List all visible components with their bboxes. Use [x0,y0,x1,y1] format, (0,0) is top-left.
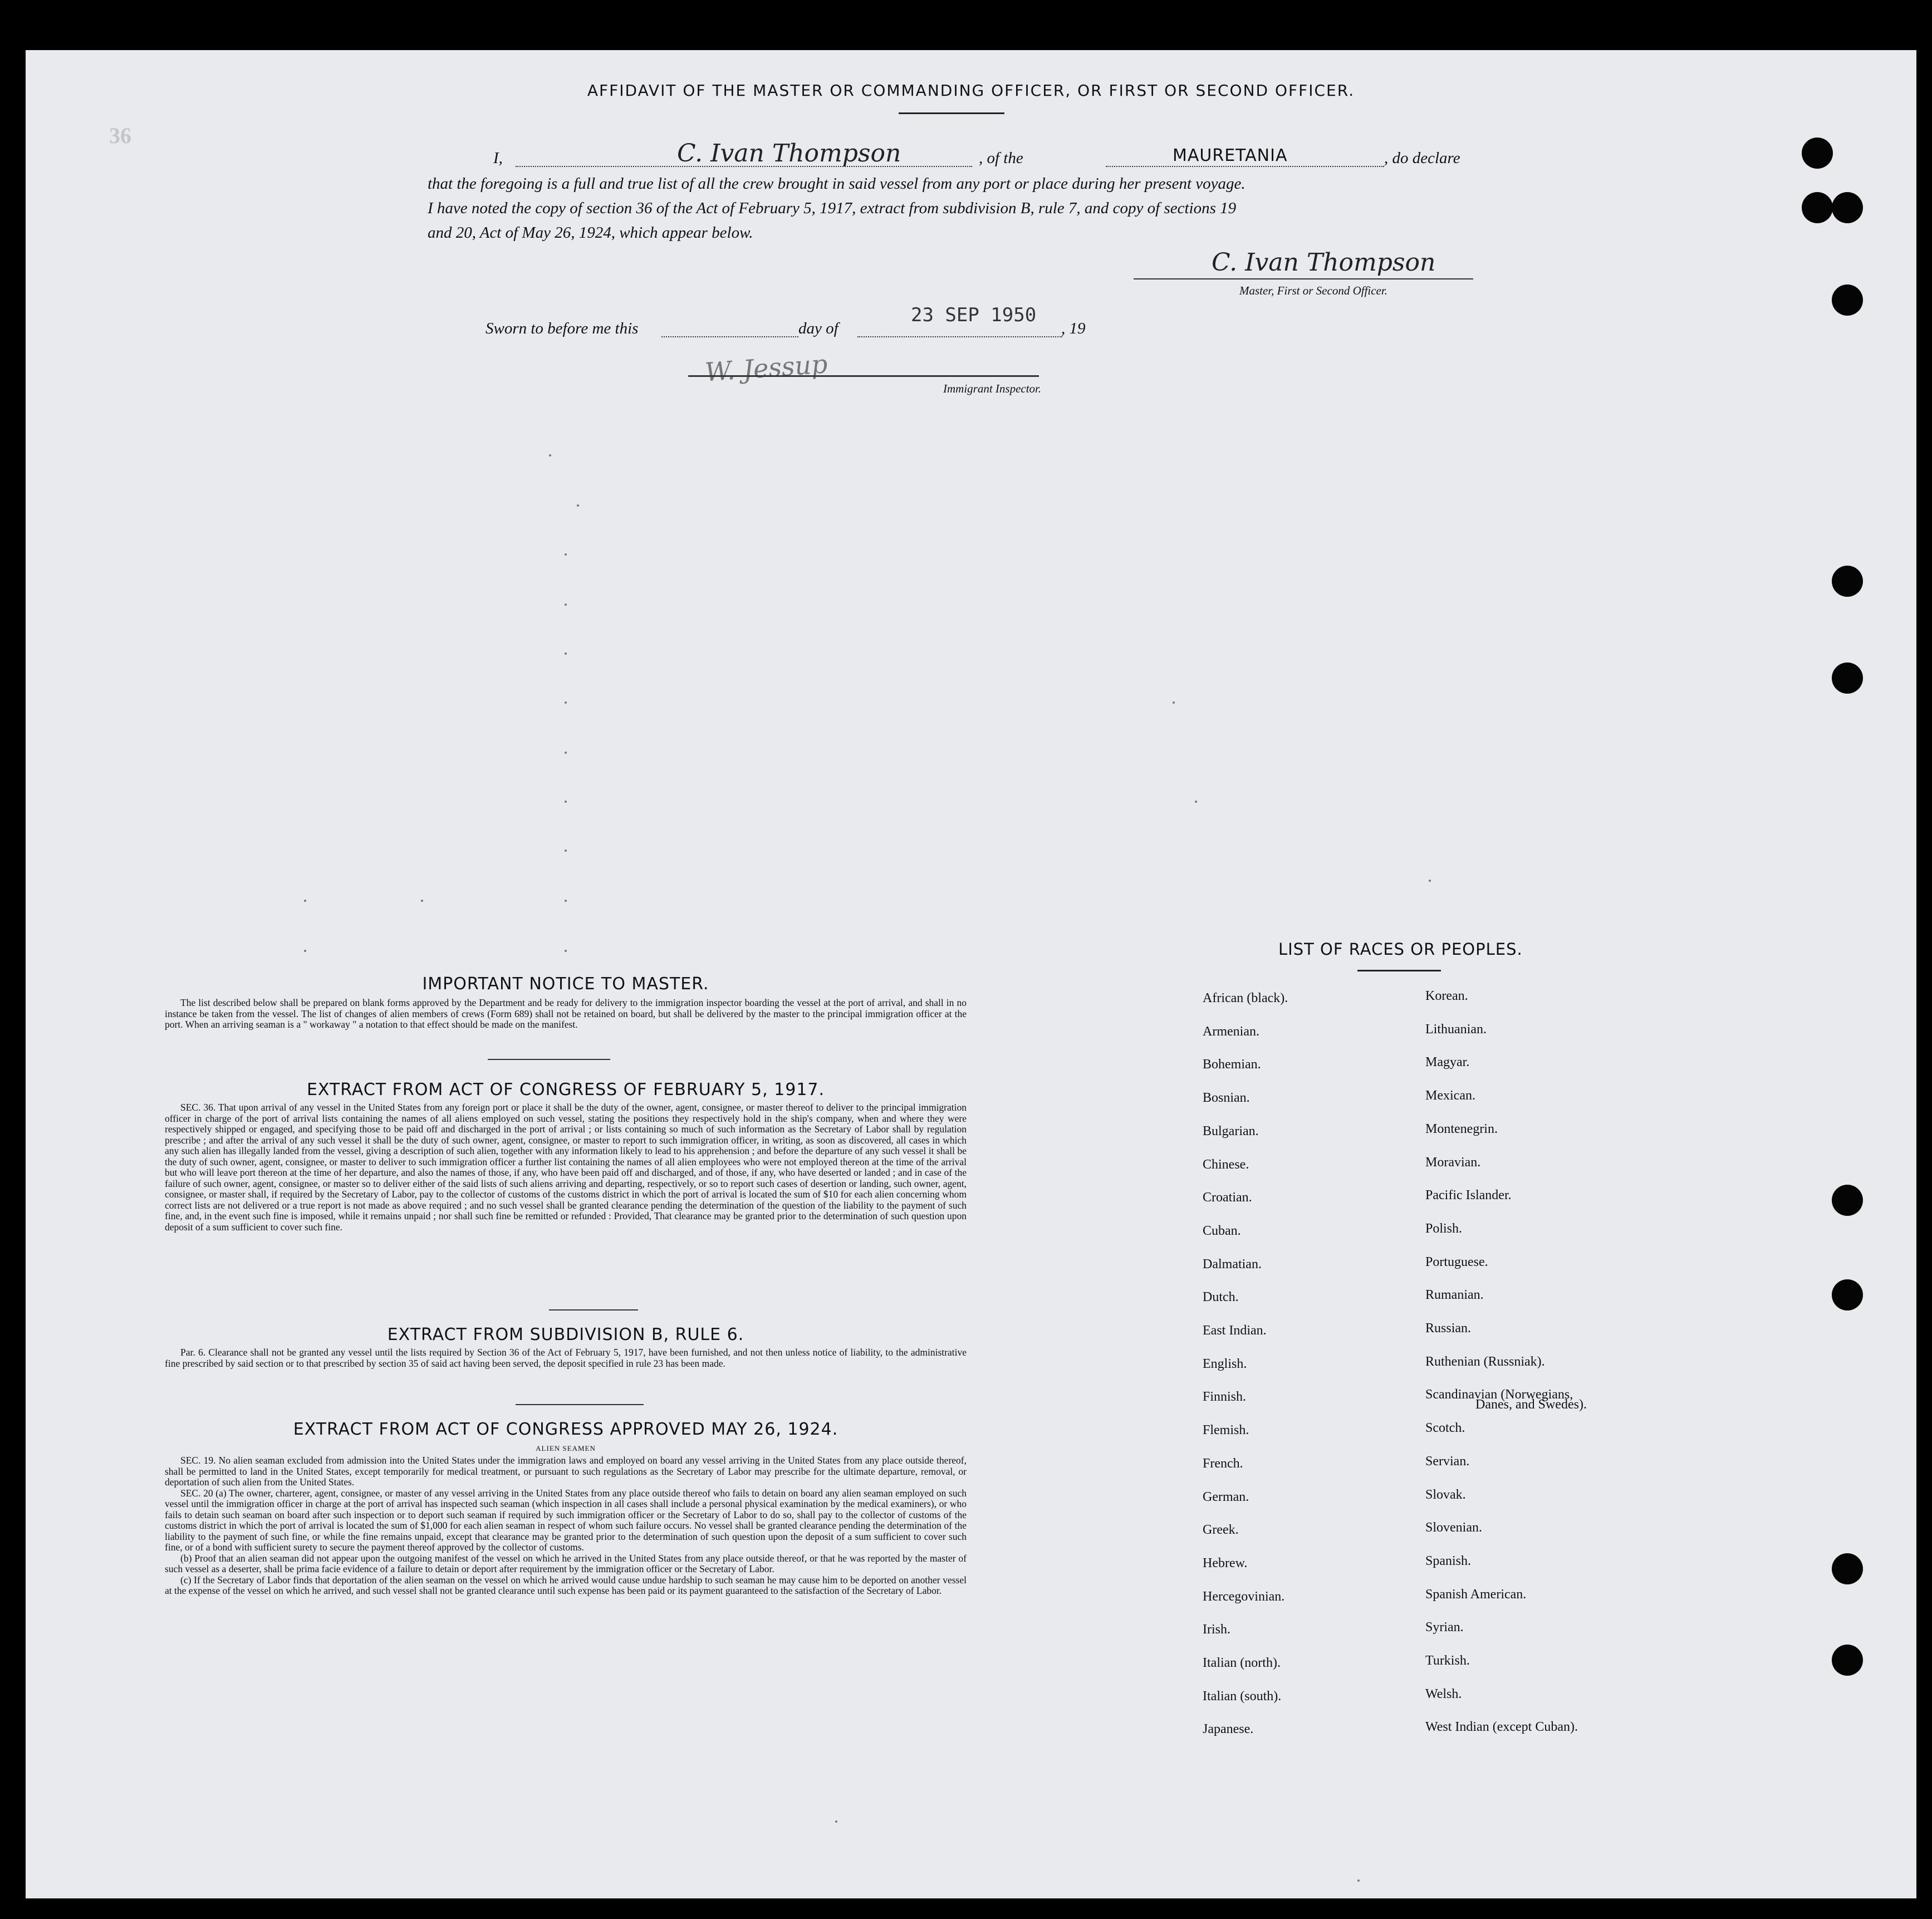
race-item: Japanese. [1203,1722,1254,1737]
race-item: Slovenian. [1425,1520,1482,1535]
faint-dot [549,454,551,457]
master-signature: C. Ivan Thompson [1212,248,1436,277]
faint-page-mark: 36 [109,123,131,148]
race-item: East Indian. [1203,1323,1267,1338]
race-scandinavian-continued: Danes, and Swedes). [1475,1397,1587,1412]
notice-title: IMPORTANT NOTICE TO MASTER. [422,974,709,994]
faint-dot [1195,801,1197,803]
race-item: Croatian. [1203,1190,1252,1205]
officer-signature: C. Ivan Thompson [677,139,901,168]
section-20c-paragraph: (c) If the Secretary of Labor finds that deportation of the alien seaman on the vessel on which he arrived would cause undue hardship to such seaman he may cause him to be deported on another vessel at the expense of the vessel on which he arrived, and such vessel shall not be granted clearance until such expense has been paid or its payment guaranteed to the satisfaction of the Secretary of Labor. [165,1574,967,1596]
faint-dot [304,950,306,952]
sworn-label: Sworn to before me this [486,320,639,337]
race-item: Bohemian. [1203,1057,1261,1072]
race-item: Pacific Islander. [1425,1188,1512,1203]
race-item: Mexican. [1425,1088,1475,1103]
extract-1917-text [165,1102,967,1233]
punch-hole [1832,1553,1863,1584]
faint-dot [1173,701,1175,704]
of-the-label: , of the [979,149,1023,167]
sworn-month-line [857,336,1062,337]
race-item: Montenegrin. [1425,1121,1498,1136]
race-item: Lithuanian. [1425,1022,1487,1037]
race-item: Scotch. [1425,1421,1465,1436]
section-36-paragraph: SEC. 36. That upon arrival of any vessel in the United States from any foreign port or place it shall be the duty of the owner, agent, consignee, or master thereof to deliver to the principal immigration officer in charge of the port of arrival lists containing the names of all aliens employed on such vessel, stating the positions they respectively hold in the ship's company, when and where they were respectively shipped or engaged, and specifying those to be paid off and discharged in the port of arrival ; or lists containing so much of such information as the Secretary of Labor shall by regulation prescribe ; and after the arrival of any such vessel it shall be the duty of such owner, agent, consignee, or master to report to such immigration officer, in writing, as soon as discovered, all cases in which any such alien has illegally landed from the vessel, giving a description of such alien, together with any information likely to lead to his apprehension ; and before the departure of any such vessel it shall be the duty of such owner, agent, consignee, or master to deliver to such immigration officer a further list containing the names of all alien employees who were not employed thereon at the time of the arrival but who will leave port thereon at the time of her departure, and also the names of those, if any, who have been paid off and discharged, and of those, if any, who have deserted or landed ; and in case of the failure of such owner, agent, consignee, or master so to deliver either of the said lists of such aliens arriving and departing, respectively, or so to report such cases of desertion or landing, such owner, agent, consignee, or master shall, if required by the Secretary of Labor, pay to the collector of customs of the customs district in which the port of arrival is located the sum of $10 for each alien concerning whom correct lists are not delivered or a true report is not made as above required ; and no such vessel shall be granted clearance pending the determination of the question of the liability to the payment of such fine, and, in the event such fine is imposed, while it remains unpaid ; nor shall such fine be remitted or refunded : Provided, That clearance may be granted prior to the determination of such question upon deposit of a sum sufficient to cover such fine. [165,1102,967,1233]
race-item: Portuguese. [1425,1254,1488,1269]
race-item: Italian (south). [1203,1689,1282,1704]
faint-dot [565,752,567,754]
section-divider [549,1309,638,1311]
inspector-line [688,375,1039,377]
race-item: French. [1203,1456,1243,1471]
punch-hole [1832,662,1863,694]
race-item: African (black). [1203,991,1288,1005]
i-label: I, [493,149,503,167]
day-of-label: day of [798,320,838,337]
race-item: Armenian. [1203,1024,1259,1039]
vessel-name: MAURETANIA [1173,146,1288,165]
race-item: Slovak. [1425,1487,1466,1502]
extract-1924-title: EXTRACT FROM ACT OF CONGRESS APPROVED MAY 26, 1924. [293,1420,838,1439]
faint-dot [1429,880,1431,882]
punch-hole [1832,284,1863,316]
race-item: Servian. [1425,1454,1470,1469]
section-divider [516,1404,644,1405]
extract-1924-text [165,1455,967,1597]
race-item: Polish. [1425,1221,1463,1236]
inspector-caption: Immigrant Inspector. [943,382,1042,395]
race-item: Flemish. [1203,1423,1249,1438]
faint-dot [565,850,567,852]
race-item: English. [1203,1356,1247,1371]
race-item: Spanish. [1425,1553,1472,1568]
races-title-rule [1357,970,1441,971]
race-item: West Indian (except Cuban). [1425,1720,1578,1735]
punch-hole [1802,138,1833,169]
race-item: Italian (north). [1203,1656,1281,1670]
race-item: Russian. [1425,1321,1472,1336]
section-divider [488,1059,610,1060]
punch-hole [1832,566,1863,597]
faint-dot [565,801,567,803]
sworn-day-line [661,336,798,337]
faint-dot [565,900,567,902]
race-item: Moravian. [1425,1155,1481,1170]
race-item: Irish. [1203,1622,1230,1637]
race-item: Bosnian. [1203,1091,1250,1106]
faint-dot [565,603,567,606]
race-item: Dutch. [1203,1290,1239,1305]
race-item: Chinese. [1203,1157,1249,1172]
race-item: Spanish American. [1425,1587,1527,1602]
master-signature-line [1134,278,1473,279]
faint-dot [421,900,423,902]
subdivision-text [165,1347,967,1369]
faint-dot [304,900,306,902]
race-item: Turkish. [1425,1653,1470,1668]
race-item: German. [1203,1489,1249,1504]
title-rule [899,112,1004,114]
subdivision-title: EXTRACT FROM SUBDIVISION B, RULE 6. [387,1325,744,1344]
faint-dot [835,1820,837,1823]
notice-paragraph: The list described below shall be prepared on blank forms approved by the Department and be ready for delivery to the immigration inspector boarding the vessel at the port of arrival, and shall in no instance be taken from the vessel. The list of changes of alien members of crews (Form 689) shall not be retained on board, but shall be delivered by the master to the principal immigration officer at the port. When an arriving seaman is a " workaway " a notation to that effect should be made on the manifest. [165,997,967,1030]
punch-hole [1832,192,1863,223]
race-item: Rumanian. [1425,1288,1484,1303]
faint-dot [565,553,567,556]
declaration-line-2: that the foregoing is a full and true list of all the crew brought in said vessel from any port or place during her present voyage. [428,175,1245,193]
year-suffix: , 19 [1061,320,1086,337]
race-item: Bulgarian. [1203,1123,1259,1138]
master-caption: Master, First or Second Officer. [1239,284,1387,297]
par-6-paragraph: Par. 6. Clearance shall not be granted any vessel until the lists required by Section 36 of the Act of February 5, 1917, have been furnished, and not then unless notice of liability, to the administrative fine prescribed by said section or to that prescribed by section 35 of said act having been served, the deposit specified in rule 23 has been made. [165,1347,967,1369]
race-item: Hercegovinian. [1203,1589,1285,1604]
affidavit-title: AFFIDAVIT OF THE MASTER OR COMMANDING OFFICER, OR FIRST OR SECOND OFFICER. [587,81,1355,100]
document-page [26,50,1916,1898]
faint-dot [565,652,567,655]
alien-seamen-subtitle: ALIEN SEAMEN [536,1444,596,1452]
punch-hole [1832,1185,1863,1216]
race-item: Scandinavian (Norwegians, [1425,1387,1573,1402]
race-item: Cuban. [1203,1223,1241,1238]
do-declare-label: , do declare [1384,149,1460,167]
race-item: Ruthenian (Russniak). [1425,1354,1545,1369]
punch-hole [1832,1645,1863,1676]
race-item: Welsh. [1425,1686,1462,1701]
notice-text [165,998,967,1030]
races-title: LIST OF RACES OR PEOPLES. [1278,940,1523,959]
section-20b-paragraph: (b) Proof that an alien seaman did not appear upon the outgoing manifest of the vessel on which he arrived in the United States from any place outside thereof, or that he was reported by the master of such vessel as a deserter, shall be prima facie evidence of a failure to detain or deport after requirement by the immigration officer or the Secretary of Labor. [165,1552,967,1574]
race-item: Hebrew. [1203,1555,1248,1570]
race-item: Syrian. [1425,1620,1464,1635]
faint-dot [1357,1879,1360,1882]
section-19-paragraph: SEC. 19. No alien seaman excluded from admission into the United States under the immigration laws and employed on board any vessel arriving in the United States from any place outside thereof, shall be permitted to land in the United States, except temporarily for medical treatment, or pursuant to such regulations as the Secretary of Labor may prescribe for the ultimate departure, removal, or deportation of such alien from the United States. [165,1455,967,1488]
race-item: Magyar. [1425,1055,1470,1070]
race-item: Greek. [1203,1523,1239,1538]
punch-hole [1802,192,1833,223]
punch-hole [1832,1279,1863,1311]
vessel-line [1106,166,1384,167]
declaration-line-3: I have noted the copy of section 36 of the Act of February 5, 1917, extract from subdivision B, rule 7, and copy of sections 19 [428,199,1237,217]
faint-dot [577,504,579,507]
faint-dot [565,701,567,704]
race-item: Dalmatian. [1203,1257,1262,1272]
race-item: Finnish. [1203,1390,1247,1405]
declaration-line-4: and 20, Act of May 26, 1924, which appear below. [428,224,753,242]
extract-1917-title: EXTRACT FROM ACT OF CONGRESS OF FEBRUARY 5, 1917. [306,1080,825,1100]
inspector-signature: W. Jessup [704,349,829,387]
date-stamp: 23 SEP 1950 [911,304,1037,326]
section-20a-paragraph: SEC. 20 (a) The owner, charterer, agent, consignee, or master of any vessel arriving in the United States from any place outside thereof who fails to detain on board any alien seaman employed on such vessel until the immigration officer in charge at the port of arrival has inspected such seaman (which inspection in all cases shall include a personal physical examination by the medical examiners), or who fails to detain such seaman on board after such inspection or to deport such seaman if required by such immigration officer or the Secretary of Labor to do so, shall pay to the collector of customs of the customs district in which the port of arrival is located the sum of $1,000 for each alien seaman in respect of whom such failure occurs. No vessel shall be granted clearance pending the determination of the liability to the payment of such fine, or while the fine remains unpaid, except that clearance may be granted prior to the determination of such question upon the deposit of a sum sufficient to cover such fine, or of a bond with sufficient surety to secure the payment thereof approved by the collector of customs. [165,1487,967,1553]
race-item: Korean. [1425,989,1468,1003]
faint-dot [565,950,567,952]
